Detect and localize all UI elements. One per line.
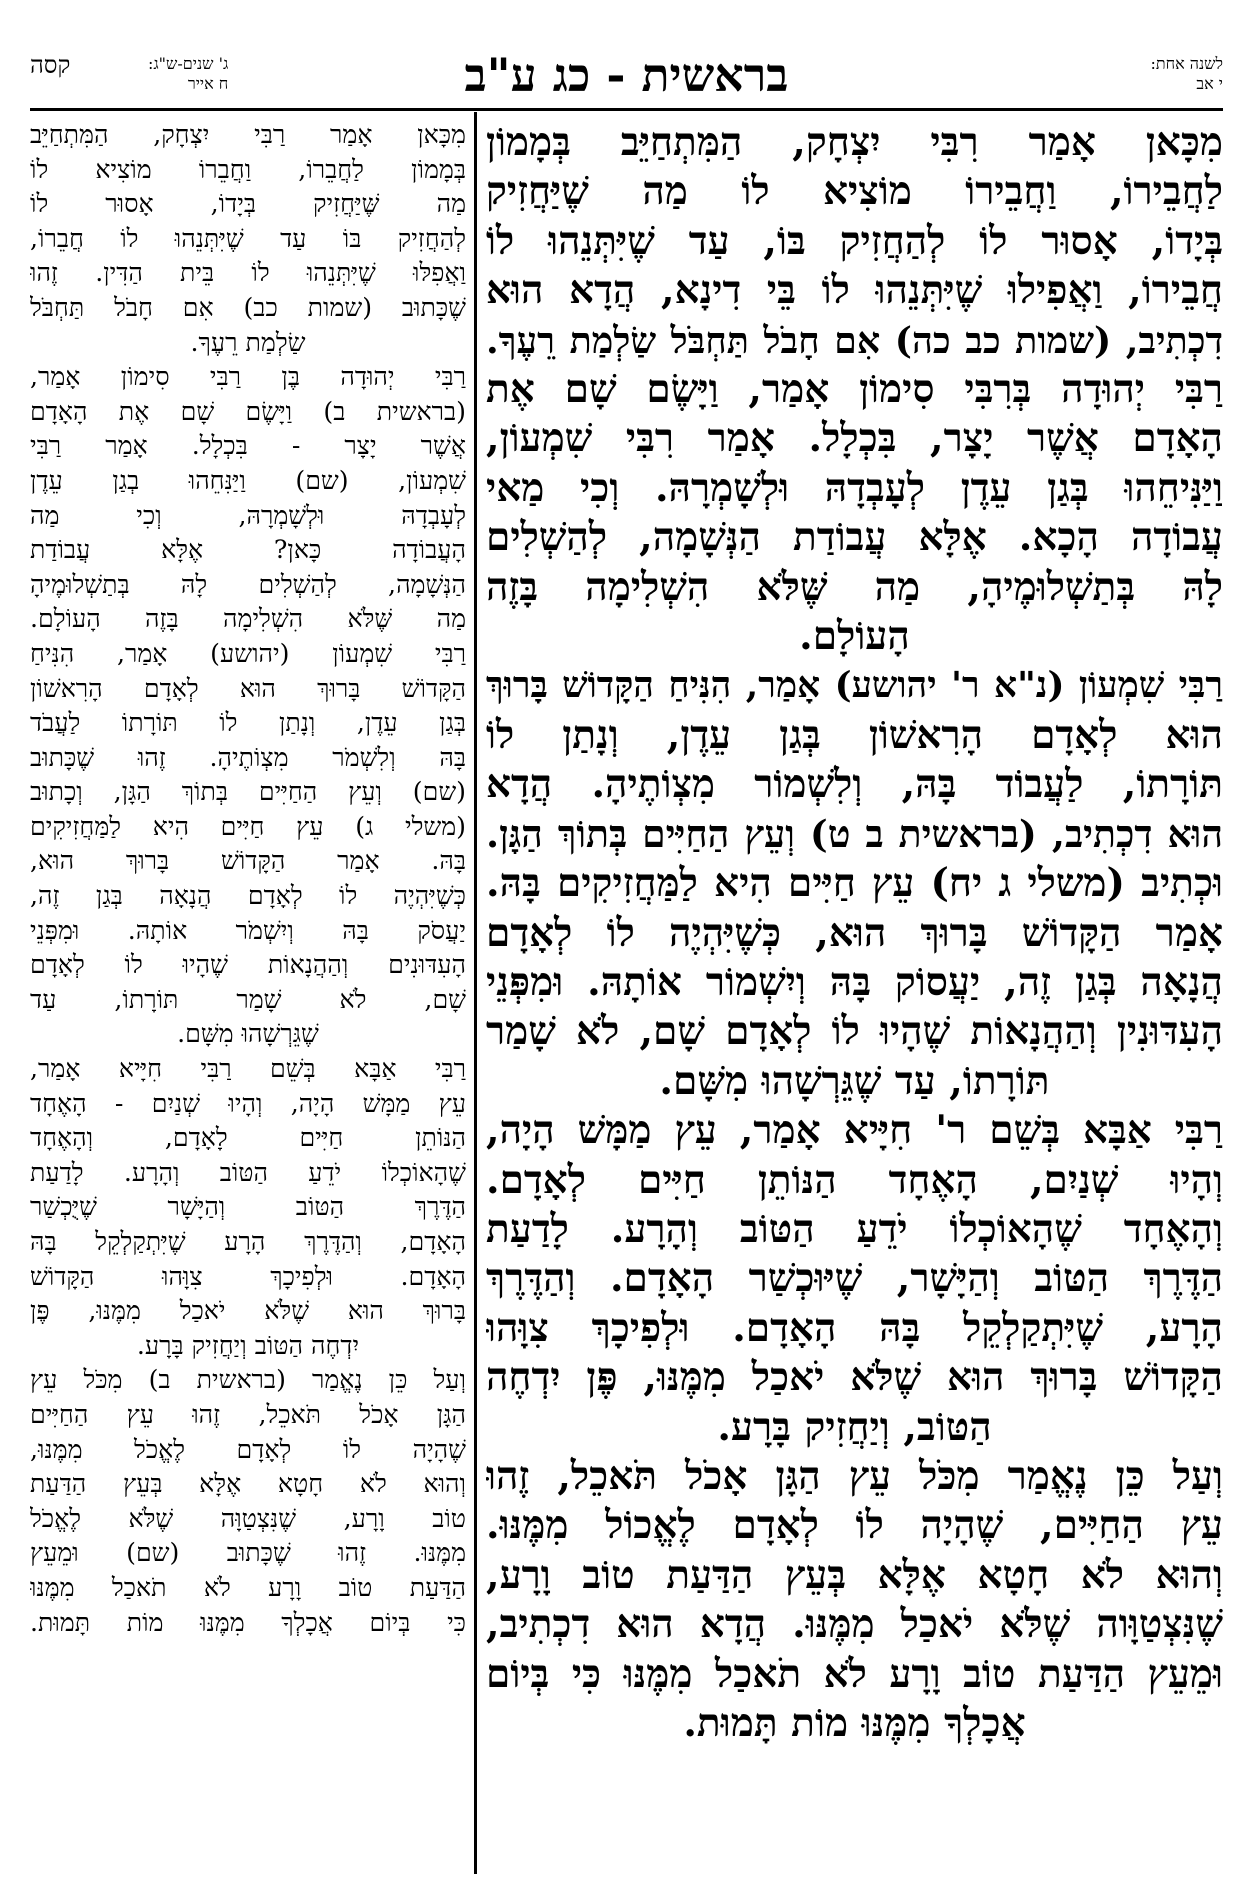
text-line: תּוֹרָתוֹ, לַעֲבוֹד בָּהּ, וְלִשְׁמוֹר מִצְוֹתֶיהָ. הֲדָא <box>486 761 1223 808</box>
text-line: עֵץ מַמָּשׁ הָיָה, וְהָיוּ שְׁנַיִם - הָאֶחָד <box>30 1088 466 1118</box>
text-line: שָׁם, לֹא שָׁמַר תּוֹרָתוֹ, עַד <box>30 984 466 1014</box>
text-line: שֶׁהָאוֹכְלוֹ יֹדֵעַ הַטּוֹב וְהָרָע. לָדַעַת <box>30 1157 466 1187</box>
text-line: וְעַל כֵּן נֶאֱמַר מִכֹּל עֵץ הַגָּן אָכֹל תֹּאכֵל, זֶהוּ <box>486 1452 1223 1499</box>
column-divider <box>474 112 477 1874</box>
text-line: יַעֲסֹק בָּהּ וְיִשְׁמֹר אוֹתָהּ. וּמִפְּנֵי <box>30 915 466 945</box>
text-line: שִׁמְעוֹן, (שם) וַיַּנִּחֵהוּ בְגַן עֵדֶן <box>30 465 466 495</box>
text-line: לְעָבְדָהּ וּלְשָׁמְרָהּ, וְכִי מַה <box>30 500 466 530</box>
text-line: הַדֶּרֶךְ הַטּוֹב וְהַיָּשָׁר, שֶׁיּוּכְשַׁר הָאָדָם. וְהַדֶּרֶךְ <box>486 1255 1223 1302</box>
text-line: (בראשית ב) וַיָּשֶׂם שָׁם אֶת הָאָדָם <box>30 396 466 426</box>
text-line: מַה שֶּׁיַּחֲזִיק בְּיָדוֹ, אָסוּר לוֹ <box>30 189 466 219</box>
text-line: הַדֶּרֶךְ הַטּוֹב וְהַיָּשָׁר שֶׁיֻּכְשַׁר <box>30 1192 466 1222</box>
text-line: לַחֲבֵירוֹ, וַחֲבֵירוֹ מוֹצִיא לוֹ מַה שֶׁיַּחֲזִיק <box>486 168 1223 215</box>
text-line: בָּהּ וְלִשְׁמֹר מִצְוֹתֶיהָ. זֶהוּ שֶׁכָּתוּב <box>30 742 466 772</box>
text-line: בְּמָמוֹן לַחֲבֵרוֹ, וַחֲבֵרוֹ מוֹצִיא לוֹ <box>30 154 466 184</box>
text-line: בָּהּ. אָמַר הַקָּדוֹשׁ בָּרוּךְ הוּא, <box>30 846 466 876</box>
text-line: וְהָיוּ שְׁנַיִם, הָאֶחָד הַנּוֹתֵן חַיִּים לְאָדָם. <box>486 1156 1223 1203</box>
text-line: רַבִּי אַבָּא בְּשֵׁם ר' חִיָּיא אָמַר, עֵץ מַמָּשׁ הָיָה, <box>486 1107 1223 1154</box>
text-line: הָעוֹלָם. <box>799 613 910 660</box>
text-line: הַקָּדוֹשׁ בָּרוּךְ הוּא לְאָדָם הָרִאשׁוֹן <box>30 673 466 703</box>
text-line: רַבִּי יְהוּדָה בֶּן רַבִּי סִימוֹן אָמַר, <box>30 362 466 392</box>
one-year-label: לשנה אחת: <box>1150 54 1223 73</box>
text-line: בְּגַן עֵדֶן, וְנָתַן לוֹ תּוֹרָתוֹ לַעֲבֹד <box>30 708 466 738</box>
text-line: הַגָּן אָכֹל תֹּאכֵל, זֶהוּ עֵץ הַחַיִּים <box>30 1399 466 1429</box>
text-line: אֲשֶׁר יָצָר - בִּכְלָל. אָמַר רַבִּי <box>30 431 466 461</box>
three-year-schedule <box>148 54 228 94</box>
three-year-label: ג' שנים-ש"ג: <box>148 54 229 73</box>
text-line: טוֹב וָרָע, שֶׁנִּצְטַוָּה שֶׁלֹּא לֶאֱכֹל <box>30 1503 466 1533</box>
text-line: רַבִּי יְהוּדָה בְּרִבִּי סִימוֹן אָמַר, וַיָּשֶׂם שָׁם אֶת <box>486 366 1223 413</box>
translation-column <box>30 118 466 1640</box>
three-year-date: ח אייר <box>187 74 229 93</box>
text-line: תּוֹרָתוֹ, עַד שֶׁגֵּרְשָׁהוּ מִשָּׁם. <box>659 1057 1050 1104</box>
text-line: הַדַּעַת טוֹב וָרָע לֹא תֹאכַל מִמֶּנּוּ <box>30 1572 466 1602</box>
text-line: (שם) וְעֵץ הַחַיִּים בְּתוֹךְ הַגָּן, וְכָתוּב <box>30 777 466 807</box>
text-line: אָמַר הַקָּדוֹשׁ בָּרוּךְ הוּא, כְּשֶׁיִּהְיֶה לוֹ לְאָדָם <box>486 909 1223 956</box>
text-line: שֶׁנִּצְטַוָּוה שֶׁלֹּא יֹאכַל מִמֶּנּוּ. הֲדָא הוּא דִכְתִיב, <box>486 1601 1223 1648</box>
text-line: לָהּ בְּתַשְׁלוּמֶיהָ, מַה שֶּׁלֹּא הִשְׁלִימָה בָּזֶה <box>486 563 1223 610</box>
page-header <box>30 46 1223 104</box>
text-line: שֶׁגֵּרְשָׁהוּ מִשָּׁם. <box>177 1019 319 1049</box>
text-line: לְהַחֲזִיק בּוֹ עַד שֶׁיִּתְּנֵהוּ לוֹ חֲבֵרוֹ, <box>30 223 466 253</box>
text-line: רַבִּי אַבָּא בְּשֵׁם רַבִּי חִיָּיא אָמַר, <box>30 1054 466 1084</box>
text-line: הָאָדָם, וְהַדֶּרֶךְ הָרָע שֶׁיִּתְקַלְקֵל בָּהּ <box>30 1227 466 1256</box>
one-year-date: י אב <box>1196 74 1223 93</box>
text-line: מִכָּאן אָמַר רִבִּי יִצְחָק, הַמִּתְחַיֵּב בְּמָמוֹן <box>486 119 1223 165</box>
text-line: שֶׁהָיָה לוֹ לְאָדָם לֶאֱכֹל מִמֶּנּוּ, <box>30 1434 466 1464</box>
text-line: (משלי ג) עֵץ חַיִּים הִיא לַמַּחֲזִיקִים <box>30 811 466 841</box>
text-line: מִכָּאן אָמַר רַבִּי יִצְחָק, הַמִּתְחַיֵּב <box>30 120 466 149</box>
text-line: עֲבוֹדָה הָכָא. אֶלָּא עֲבוֹדַת הַנְּשָׁמָה, לְהַשְׁלִים <box>486 514 1223 561</box>
text-line: אֲכָלְךָ מִמֶּנּוּ מוֹת תָּמוּת. <box>683 1700 1026 1746</box>
text-line: וַאֲפִלּוּ שֶׁיִּתְּנֵהוּ לוֹ בֵּית הַדִּין. זֶהוּ <box>30 258 466 288</box>
text-line: וְהָאֶחָד שֶׁהָאוֹכְלוֹ יֹדֵעַ הַטּוֹב וְהָרָע. לָדַעַת <box>486 1205 1223 1252</box>
text-line: חֲבֵירוֹ, וַאֲפִילוּ שֶׁיִּתְּנֵהוּ לוֹ בֵּי דִינָא, הֲדָא הוּא <box>486 267 1223 314</box>
text-line: וְהוּא לֹא חָטָא אֶלָּא בְּעֵץ הַדַּעַת טוֹב וָרָע, <box>486 1551 1223 1598</box>
text-line: וּכְתִיב (משלי ג יח) עֵץ חַיִּים הִיא לַמַּחֲזִיקִים בָּהּ. <box>486 860 1223 907</box>
text-line: הֲנָאָה בְּגַן זֶה, יַעֲסוֹק בָּהּ וְיִשְׁמוֹר אוֹתָהּ. וּמִפְּנֵי <box>486 958 1223 1005</box>
text-line: דִכְתִיב, (שמות כב כה) אִם חָבֹל תַּחְבֹּל שַׂלְמַת רֵעֶךָ. <box>486 318 1223 362</box>
text-line: בָּרוּךְ הוּא שֶׁלֹּא יֹאכַל מִמֶּנּוּ, פֶּן <box>30 1296 466 1326</box>
text-line: וְהוּא לֹא חָטָא אֶלָּא בְּעֵץ הַדַּעַת <box>30 1469 466 1499</box>
text-line: הָעִדּוּנִים וְהַהֲנָאוֹת שֶׁהָיוּ לוֹ לְאָדָם <box>30 950 466 980</box>
page-number: קסה <box>30 51 71 79</box>
text-line: הַנְּשָׁמָה, לְהַשְׁלִים לָהּ בְּתַשְׁלוּמֶיהָ <box>30 569 466 599</box>
text-line: וַיַּנִּיחֵהוּ בְּגַן עֵדֶן לְעָבְדָהּ וּלְשָׁמְרָהּ. וְכִי מַאי <box>486 464 1223 511</box>
text-line: הָאָדָם אֲשֶׁר יָצָר, בִּכְלָל. אָמַר רִבִּי שִׁמְעוֹן, <box>486 415 1223 462</box>
text-line: הוּא לְאָדָם הָרִאשׁוֹן בְּגַן עֵדֶן, וְנָתַן לוֹ <box>486 711 1223 758</box>
text-line: רַבִּי שִׁמְעוֹן (נ"א ר' יהושע) אָמַר, הִנִּיחַ הַקָּדוֹשׁ בָּרוּךְ <box>486 664 1223 707</box>
text-line: הָעִדּוּנִין וְהַהֲנָאוֹת שֶׁהָיוּ לוֹ לְאָדָם שָׁם, לֹא שָׁמַר <box>486 1008 1223 1055</box>
text-line: שֶׁכָּתוּב (שמות כב) אִם חָבֹל תַּחְבֹּל <box>30 292 466 322</box>
main-text-column <box>486 118 1223 1748</box>
text-line: הַקָּדוֹשׁ בָּרוּךְ הוּא שֶׁלֹּא יֹאכַל מִמֶּנּוּ, פֶּן יִדְחֶה <box>486 1354 1223 1401</box>
text-line: הוּא דִכְתִיב, (בראשית ב ט) וְעֵץ הַחַיִּים בְּתוֹךְ הַגָּן. <box>486 811 1223 856</box>
text-line: כִּי בְּיוֹם אֲכָלְךָ מִמֶּנּוּ מוֹת תָּמוּת. <box>30 1607 466 1637</box>
text-line: הָרָע, שֶׁיִּתְקַלְקֵל בָּהּ הָאָדָם. וּלְפִיכָךְ צִוָּהוּ <box>486 1304 1223 1351</box>
text-line: כְּשֶׁיִּהְיֶה לוֹ לְאָדָם הֲנָאָה בְּגַן זֶה, <box>30 881 466 911</box>
text-line: בְּיָדוֹ, אָסוּר לוֹ לְהַחֲזִיק בּוֹ, עַד שֶׁיִּתְּנֵהוּ לוֹ <box>486 217 1223 264</box>
text-line: וְעַל כֵּן נֶאֱמַר (בראשית ב) מִכֹּל עֵץ <box>30 1365 466 1395</box>
text-line: מִמֶּנּוּ. זֶהוּ שֶׁכָּתוּב (שם) וּמֵעֵץ <box>30 1538 466 1568</box>
page-title: בראשית - כג ע"ב <box>464 48 789 102</box>
text-line: מַה שֶּׁלֹּא הִשְׁלִימָה בָּזֶה הָעוֹלָם. <box>30 604 466 634</box>
text-line: יִדְחֶה הַטּוֹב וְיַחֲזִיק בָּרָע. <box>136 1330 360 1360</box>
text-line: וּמֵעֵץ הַדַּעַת טוֹב וָרָע לֹא תֹאכַל מִמֶּנּוּ כִּי בְּיוֹם <box>486 1650 1223 1697</box>
one-year-schedule <box>1150 54 1223 94</box>
text-line: שַׂלְמַת רֵעֶךָ. <box>190 327 306 357</box>
header-divider <box>30 108 1223 111</box>
text-line: הָעֲבוֹדָה כָּאן? אֶלָּא עֲבוֹדַת <box>30 535 466 565</box>
text-line: הַנּוֹתֵן חַיִּים לָאָדָם, וְהָאֶחָד <box>30 1123 466 1153</box>
text-line: הָאָדָם. וּלְפִיכָךְ צִוָּהוּ הַקָּדוֹשׁ <box>30 1261 466 1291</box>
text-line: עֵץ הַחַיִּים, שֶׁהָיָה לוֹ לְאָדָם לֶאֱכוֹל מִמֶּנּוּ. <box>486 1502 1223 1549</box>
text-line: הַטּוֹב, וְיַחֲזִיק בָּרָע. <box>717 1403 992 1450</box>
text-line: רַבִּי שִׁמְעוֹן (יהושע) אָמַר, הִנִּיחַ <box>30 638 466 668</box>
